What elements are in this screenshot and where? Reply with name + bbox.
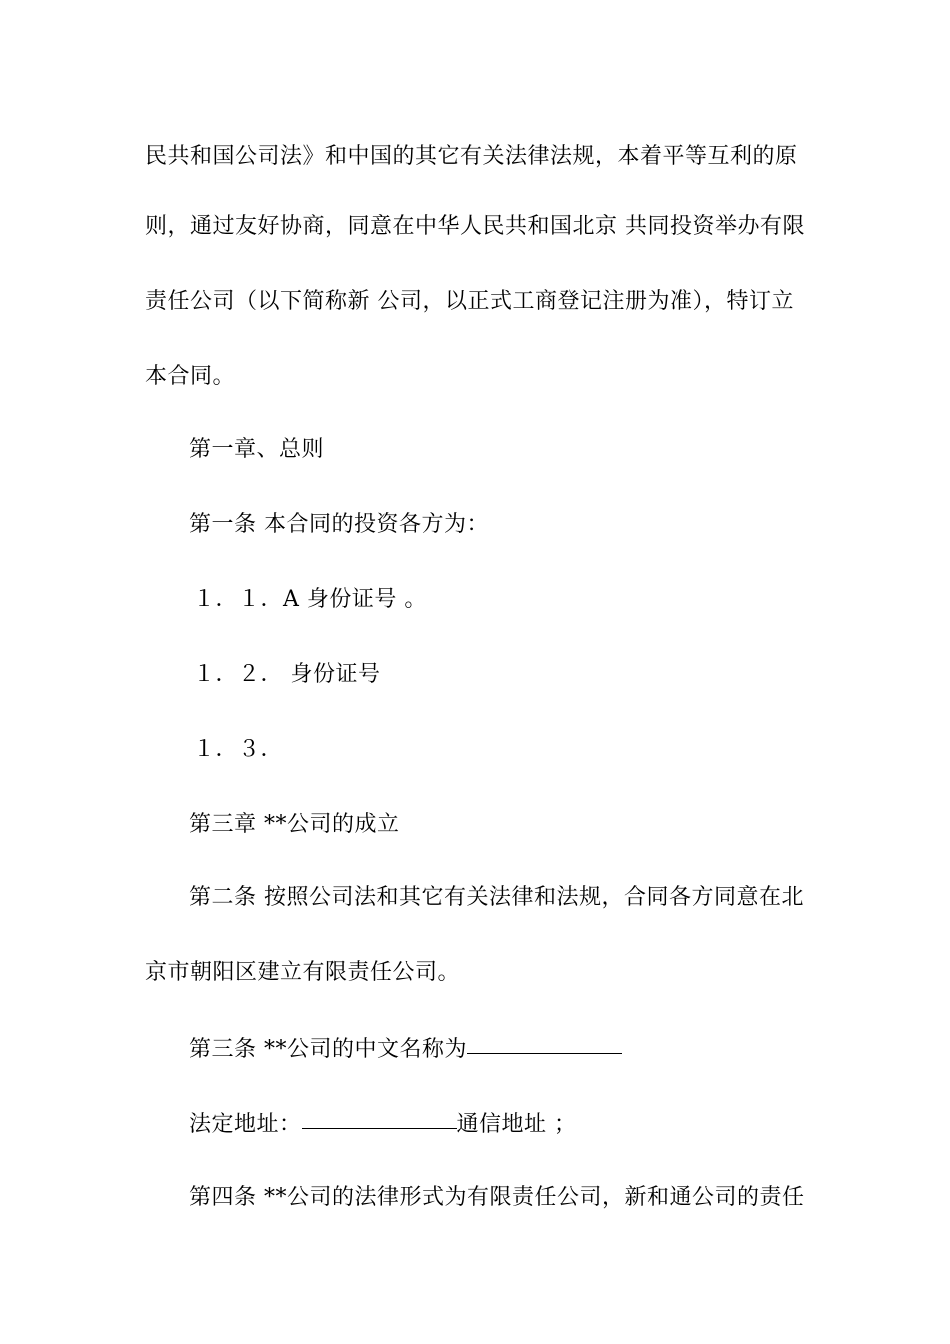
- paragraph-line: 责任公司（以下简称新 公司，以正式工商登记注册为准），特订立: [145, 289, 794, 314]
- list-item: １．３．: [193, 737, 284, 762]
- paragraph-line: 京市朝阳区建立有限责任公司。: [145, 960, 461, 985]
- paragraph-line: 第四条 **公司的法律形式为有限责任公司，新和通公司的责任: [189, 1185, 805, 1210]
- paragraph-line: 民共和国公司法》和中国的其它有关法律法规，本着平等互利的原: [145, 144, 798, 169]
- paragraph-line: 第二条 按照公司法和其它有关法律和法规，合同各方同意在北: [189, 885, 804, 910]
- article-heading: 第一条 本合同的投资各方为：: [189, 512, 489, 537]
- article-text: 第三条 **公司的中文名称为: [189, 1037, 467, 1062]
- list-item: １．１．A 身份证号 。: [193, 587, 427, 612]
- paragraph-line: 则，通过友好协商，同意在中华人民共和国北京 共同投资举办有限: [145, 214, 805, 239]
- mailing-address-label: 通信地址 ；: [456, 1112, 577, 1137]
- legal-address-label: 法定地址：: [189, 1112, 302, 1137]
- article-line: [189, 1033, 622, 1065]
- chapter-heading: 第一章、总则: [189, 437, 325, 462]
- paragraph-line: 本合同。: [145, 364, 236, 389]
- chapter-heading: 第三章 **公司的成立: [189, 812, 400, 837]
- blank-underline: [467, 1031, 622, 1054]
- list-item: １．２． 身份证号: [193, 662, 381, 687]
- blank-underline: [302, 1106, 457, 1129]
- address-line: [189, 1108, 577, 1140]
